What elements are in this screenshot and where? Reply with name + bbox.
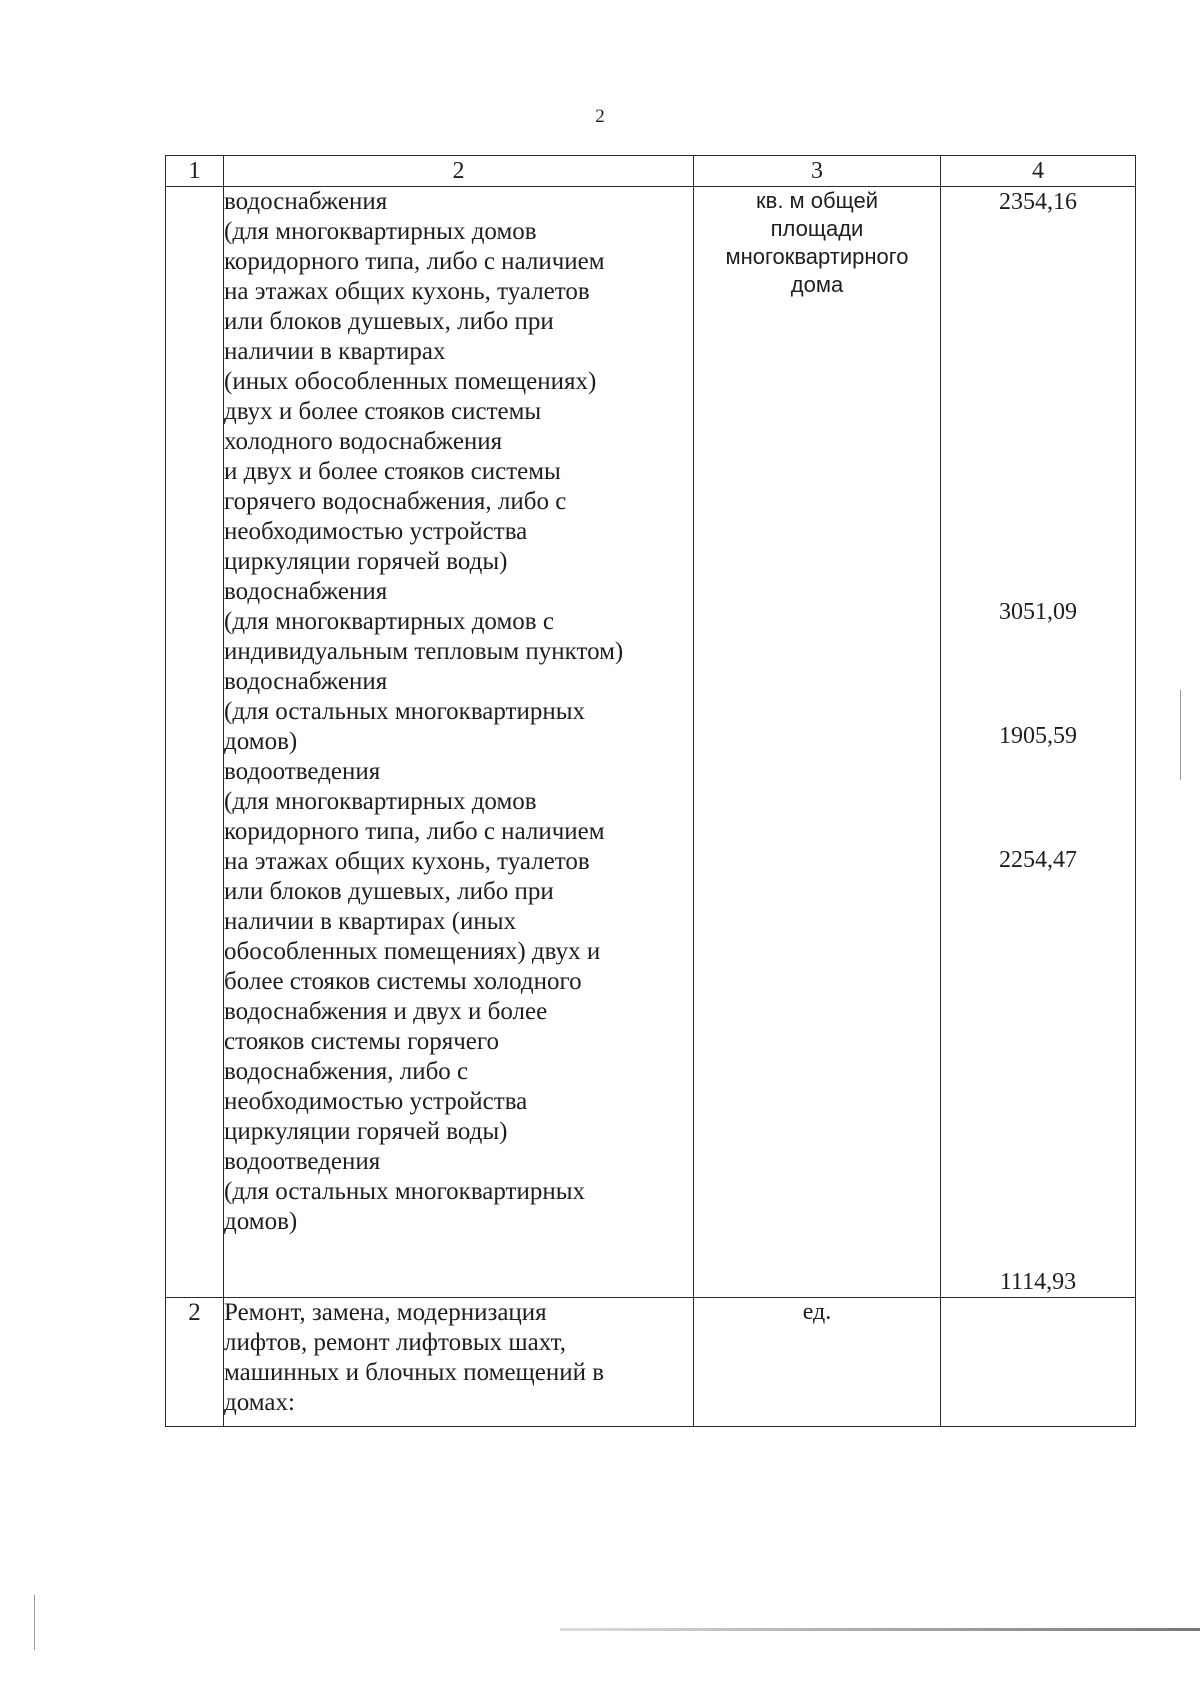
value-drain-corridor: 2254,47 xyxy=(999,847,1077,873)
unit-cell xyxy=(694,187,941,1298)
item-text-water-itp: водоснабжения (для многоквартирных домов с индивидуальным тепловым пунктом) xyxy=(224,578,624,665)
value-drain-other: 1114,93 xyxy=(999,1269,1077,1295)
item-text-drain-corridor: водоотведения (для многоквартирных домов коридорного типа, либо с наличием на этажах общих кухонь, туалетов или блоков душевых, либо при наличии в квартирах (иных обособленных помещениях) двух и более стояков системы холодного водоснабжения и двух и более стояков системы горячего водоснабжения, либо с необходимостью устройства циркуляции горячей воды) xyxy=(224,758,605,1145)
scan-edge-mark xyxy=(34,1595,35,1650)
row-number-cell xyxy=(166,187,224,1298)
header-cell-1: 1 xyxy=(166,156,224,187)
description-cell xyxy=(224,187,694,1298)
row-number-cell: 2 xyxy=(166,1298,224,1427)
scan-edge-line xyxy=(560,1628,1200,1631)
value-water-itp: 3051,09 xyxy=(999,599,1077,625)
table-row xyxy=(166,187,1136,1298)
item-text-drain-other: водоотведения (для остальных многоквартирных домов) xyxy=(224,1148,586,1235)
value-water-other: 1905,59 xyxy=(999,723,1077,749)
item-text-water-other: водоснабжения (для остальных многоквартирных домов) xyxy=(224,668,586,755)
table-header-row xyxy=(166,156,1136,187)
value-cell xyxy=(941,187,1136,1298)
value-cell xyxy=(941,1298,1136,1427)
table-row xyxy=(166,1298,1136,1427)
scan-edge-mark xyxy=(1180,690,1181,780)
header-cell-2: 2 xyxy=(224,156,694,187)
header-cell-4: 4 xyxy=(941,156,1136,187)
header-cell-3: 3 xyxy=(694,156,941,187)
value-water-corridor: 2354,16 xyxy=(999,189,1077,215)
description-cell xyxy=(224,1298,694,1427)
unit-text: кв. м общей площади многоквартирного дома xyxy=(725,188,909,297)
page-number: 2 xyxy=(595,106,605,127)
rates-table xyxy=(165,155,1136,1427)
item-text-lifts: Ремонт, замена, модернизация лифтов, ремонт лифтовых шахт, машинных и блочных помещений в домах: xyxy=(224,1299,605,1416)
unit-cell: ед. xyxy=(694,1298,941,1427)
item-text-water-corridor: водоснабжения (для многоквартирных домов коридорного типа, либо с наличием на этажах общих кухонь, туалетов или блоков душевых, либо при наличии в квартирах (иных обособленных помещениях) двух и более стояков системы холодного водоснабжения и двух и более стояков системы горячего водоснабжения, либо с необходимостью устройства циркуляции горячей воды) xyxy=(224,188,605,575)
